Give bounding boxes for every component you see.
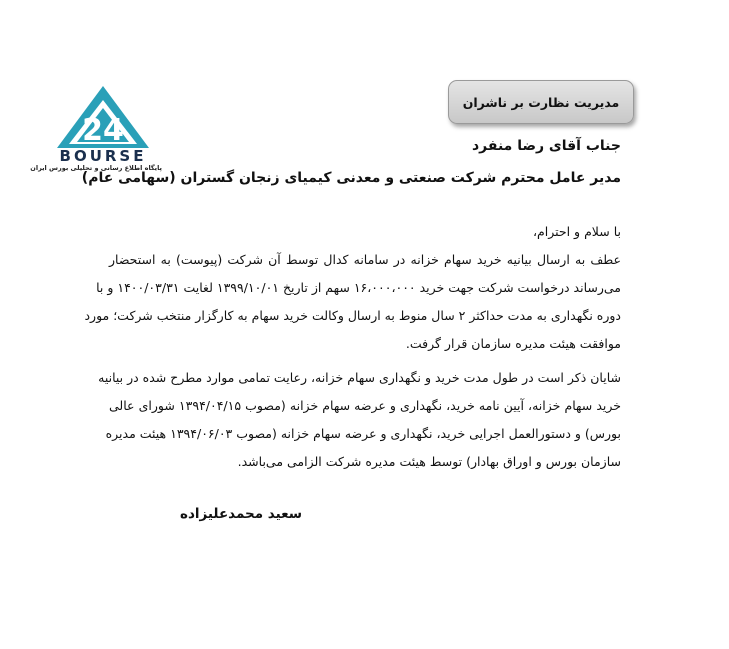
paragraph-line: بورس) و دستورالعمل اجرایی خرید، نگهداری و عرضه سهام خزانه (مصوب ۱۳۹۴/۰۶/۰۳ هیئت مدیره [105, 426, 621, 441]
body-paragraph-1 [84, 246, 621, 358]
logo-mark-text: 24 [82, 113, 124, 148]
recipient-title: مدیر عامل محترم شرکت صنعتی و معدنی کیمیای زنجان گستران (سهامی عام) [81, 170, 621, 186]
body-paragraph-2 [98, 364, 622, 476]
logo-wordmark: BOURSE [59, 147, 147, 165]
paragraph-line: می‌رساند درخواست شرکت جهت خرید ۱۶،۰۰۰،۰۰۰ سهم از تاریخ ۱۳۹۹/۱۰/۰۱ لغایت ۱۴۰۰/۰۳/۳۱ و با [96, 280, 621, 295]
department-header-box: مدیریت نظارت بر ناشران [448, 80, 634, 124]
logo-tagline: پایگاه اطلاع رسانی و تحلیلی بورس ایران [30, 164, 162, 172]
signature-name: سعید محمدعلیزاده [180, 506, 303, 522]
paragraph-line: شایان ذکر است در طول مدت خرید و نگهداری سهام خزانه، رعایت تمامی موارد مطرح شده در بیانیه [98, 370, 621, 385]
paragraph-line: دوره نگهداری به مدت حداکثر ۲ سال منوط به ارسال وکالت خرید سهام به کارگزار منتخب شرکت؛ مورد [84, 308, 621, 323]
paragraph-line: سازمان بورس و اوراق بهادار) توسط هیئت مدیره شرکت الزامی می‌باشد. [237, 454, 621, 469]
recipient-name: جناب آقای رضا منفرد [471, 138, 621, 154]
paragraph-line: عطف به ارسال بیانیه خرید سهام خزانه در سامانه کدال توسط آن شرکت (پیوست) به استحضار [109, 252, 621, 267]
salutation: با سلام و احترام، [532, 224, 621, 239]
paragraph-line: موافقت هیئت مدیره سازمان قرار گرفت. [405, 336, 621, 351]
paragraph-line: خرید سهام خزانه، آیین نامه خرید، نگهداری و عرضه سهام خزانه (مصوب ۱۳۹۴/۰۴/۱۵ شورای عالی [109, 398, 622, 413]
bourse24-logo [30, 84, 162, 184]
